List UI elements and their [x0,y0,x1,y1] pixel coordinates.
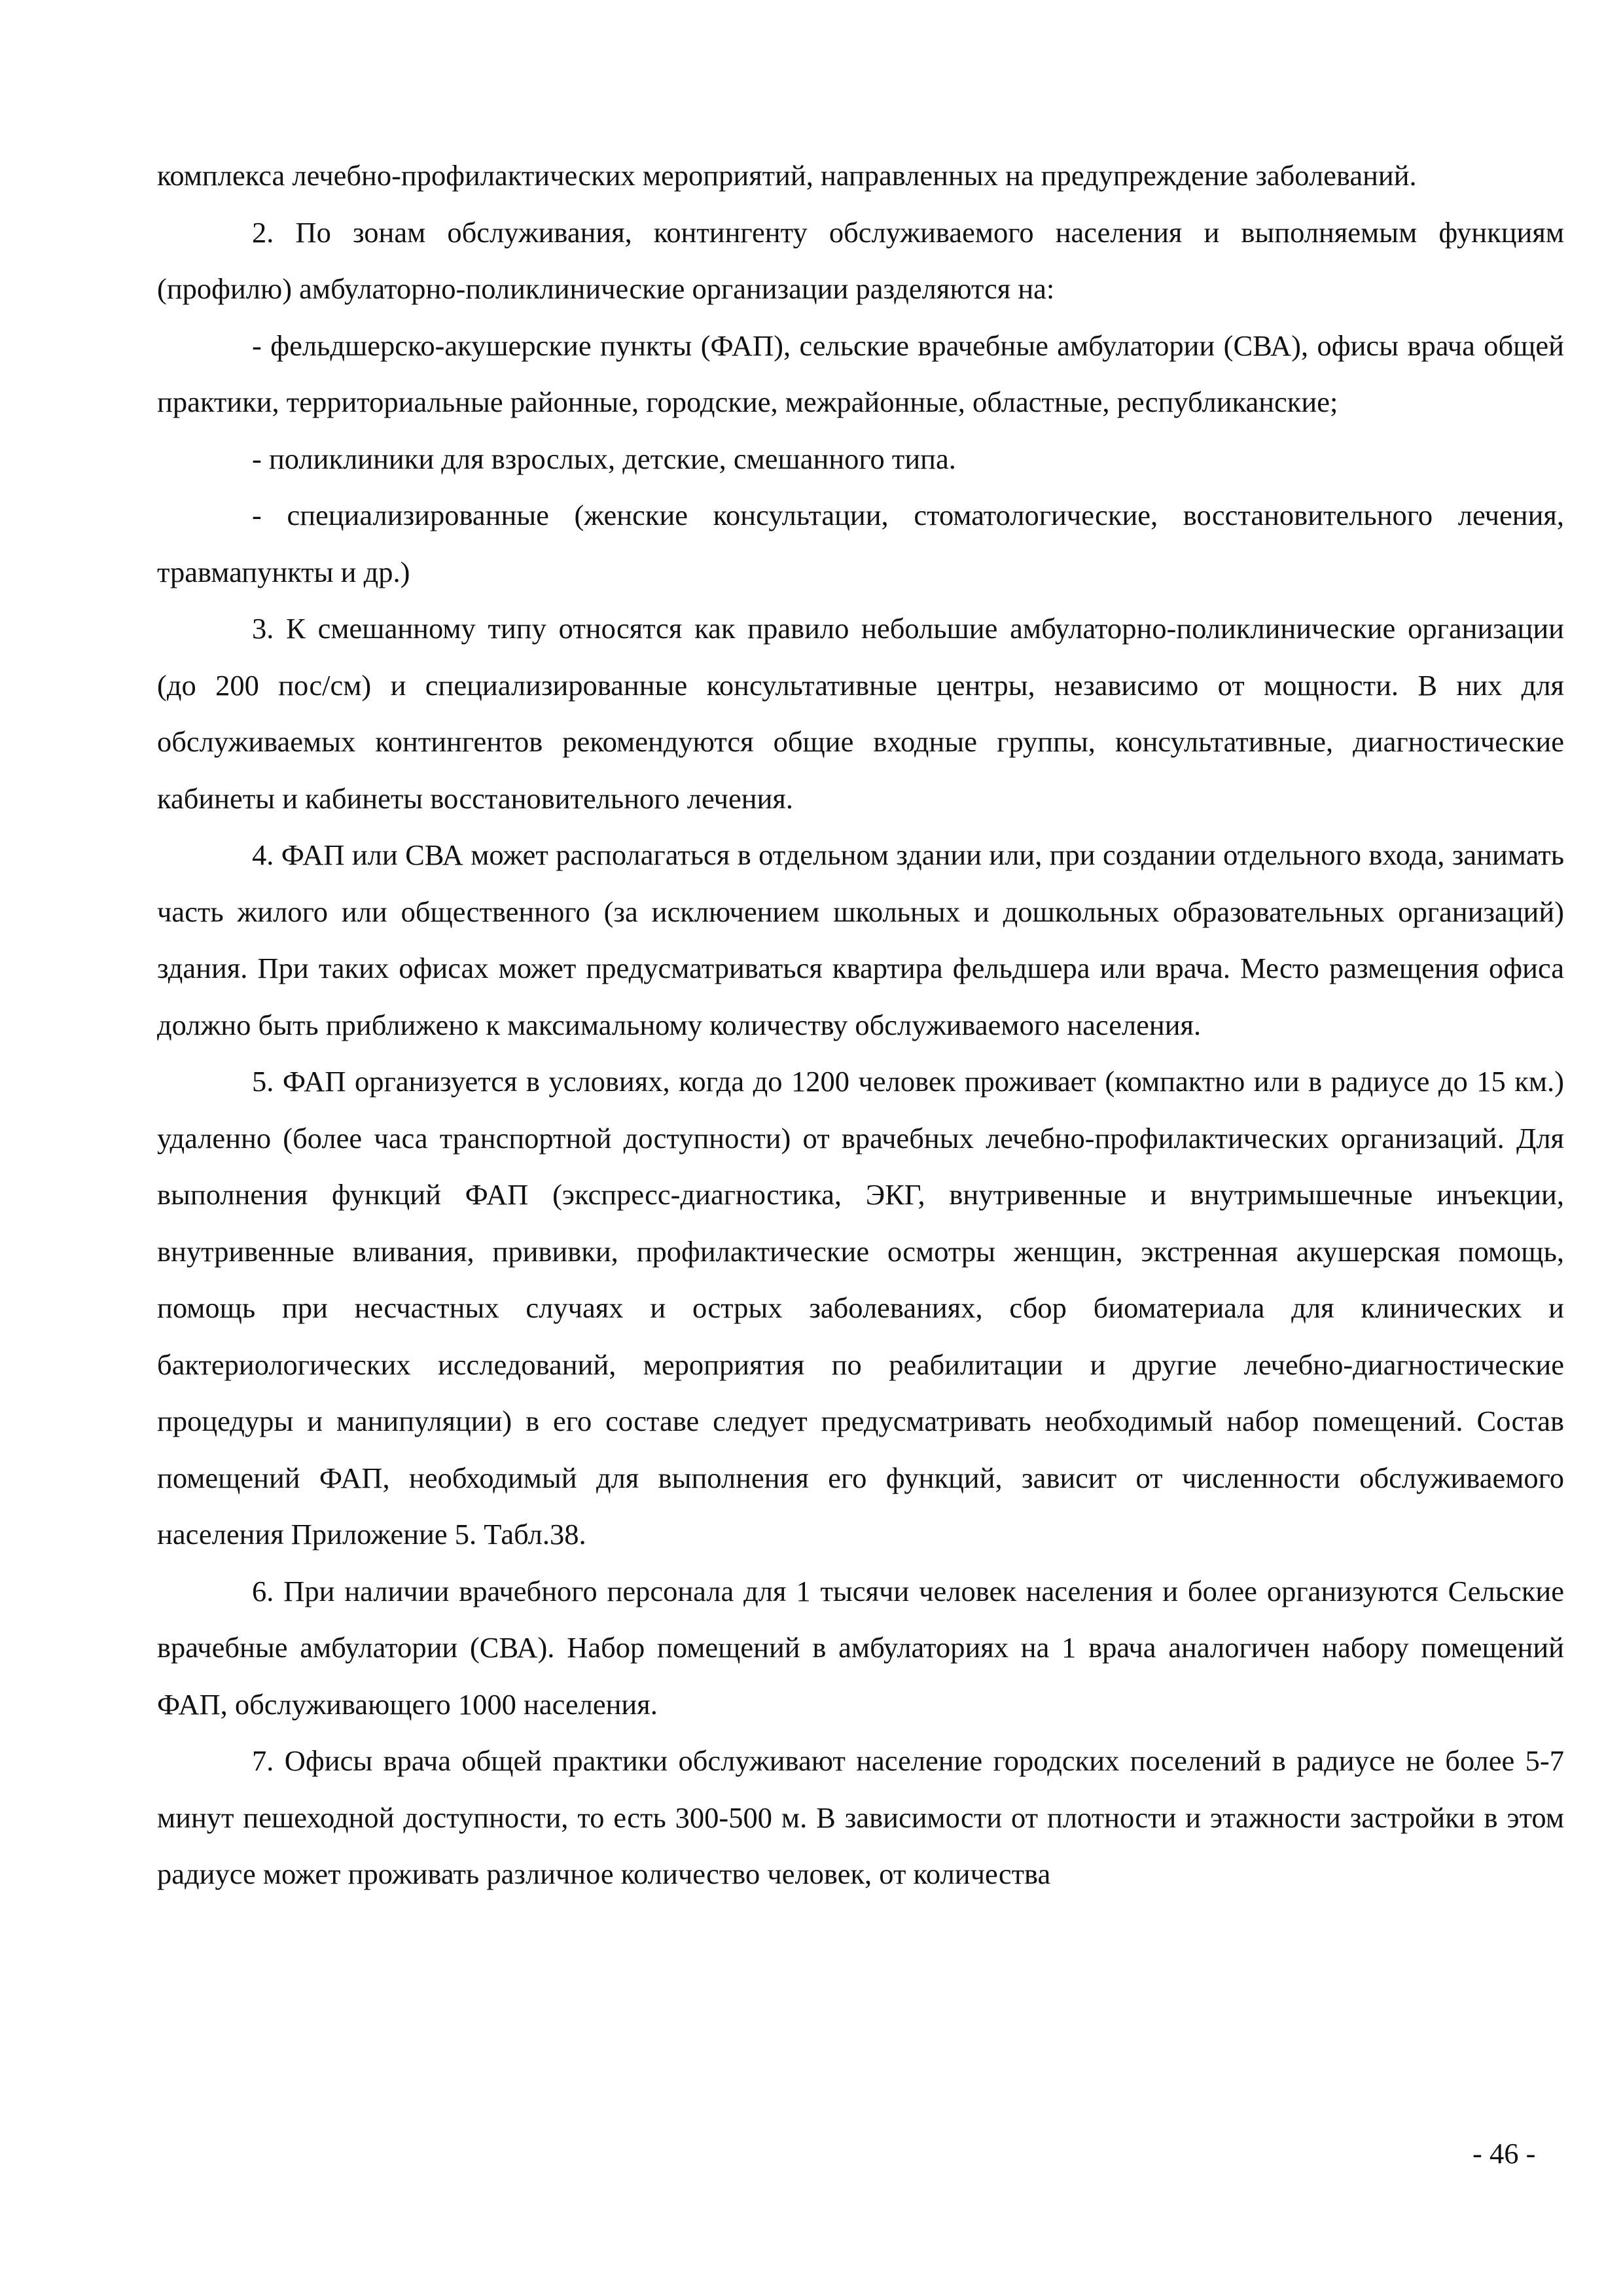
paragraph-3: - фельдшерско-акушерские пункты (ФАП), сельские врачебные амбулатории (СВА), офисы врача общей практики, территориальные районные, городские, межрайонные, областные, республиканские; [157,329,1564,418]
paragraph-10: 7. Офисы врача общей практики обслуживают население городских поселений в радиусе не более 5-7 минут пешеходной доступности, то есть 300-500 м. В зависимости от плотности и этажности застройки в этом радиусе может проживать различное количество человек, от количества [157,1744,1564,1890]
paragraph-9: 6. При наличии врачебного персонала для 1 тысячи человек населения и более организуются Сельские врачебные амбулатории (СВА). Набор помещений в амбулаториях на 1 врача аналогичен набору помещений ФАП, обслуживающего 1000 населения. [157,1574,1564,1721]
document-body [157,147,1564,1903]
paragraph-4: - поликлиники для взрослых, детские, смешанного типа. [252,442,956,475]
page-number: - 46 - [1472,2137,1536,2170]
paragraph-7: 4. ФАП или СВА может располагаться в отдельном здании или, при создании отдельного входа, занимать часть жилого или общественного (за исключением школьных и дошкольных образовательных организаций) здания. При таких офисах может предусматриваться квартира фельдшера или врача. Место размещения офиса должно быть приближено к максимальному количеству обслуживаемого населения. [157,838,1564,1041]
paragraph-2: 2. По зонам обслуживания, контингенту обслуживаемого населения и выполняемым функциям (профилю) амбулаторно-поликлинические организации разделяются на: [157,215,1564,305]
paragraph-6: 3. К смешанному типу относятся как правило небольшие амбулаторно-поликлинические организации (до 200 пос/см) и специализированные консультативные центры, независимо от мощности. В них для обслуживаемых контингентов рекомендуются общие входные группы, консультативные, диагностические кабинеты и кабинеты восстановительного лечения. [157,612,1564,815]
paragraph-1: комплекса лечебно-профилактических мероприятий, направленных на предупреждение заболеваний. [157,159,1417,192]
paragraph-8: 5. ФАП организуется в условиях, когда до 1200 человек проживает (компактно или в радиусе до 15 км.) удаленно (более часа транспортной доступности) от врачебных лечебно-профилактических организаций. Для выполнения функций ФАП (экспресс-диагностика, ЭКГ, внутривенные и внутримышечные инъекции, внутривенные вливания, прививки, профилактические осмотры женщин, экстренная акушерская помощь, помощь при несчастных случаях и острых заболеваниях, сбор биоматериала для клинических и бактериологических исследований, мероприятия по реабилитации и другие лечебно-диагностические процедуры и манипуляции) в его составе следует предусматривать необходимый набор помещений. Состав помещений ФАП, необходимый для выполнения его функций, зависит от численности обслуживаемого населения Приложение 5. Табл.38. [157,1065,1564,1551]
paragraph-5: - специализированные (женские консультации, стоматологические, восстановительного лечения, травмапункты и др.) [157,499,1564,588]
